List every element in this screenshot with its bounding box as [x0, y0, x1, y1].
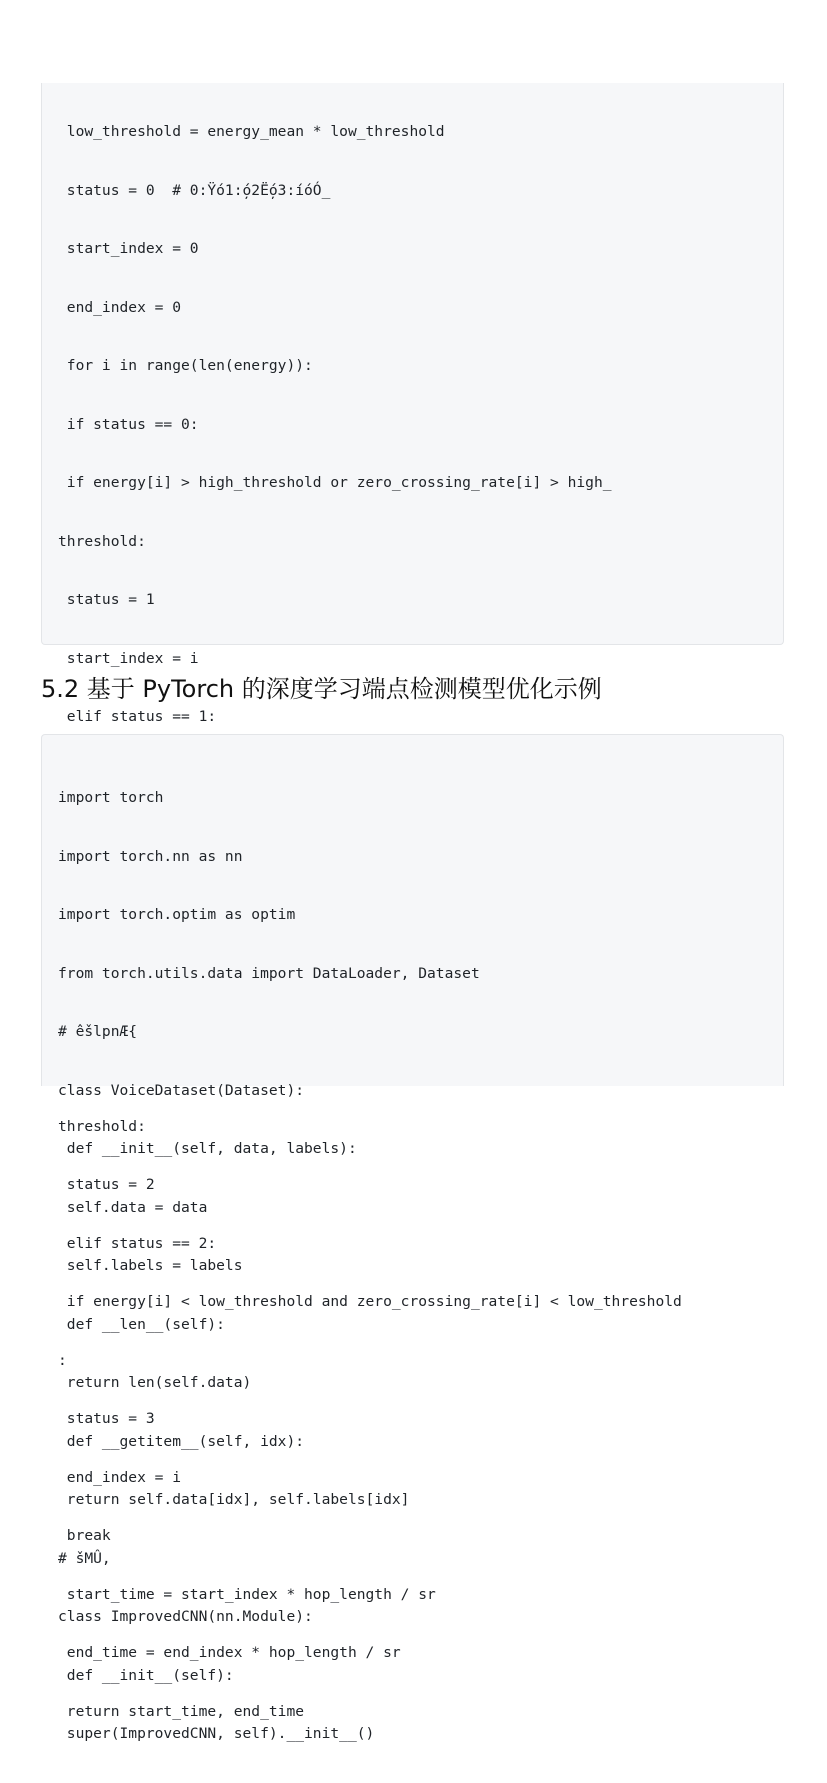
- code-lines: [58, 749, 775, 1783]
- code-line: if energy[i] > high_threshold or zero_crossing_rate[i] > high_: [58, 474, 612, 491]
- code-line: import torch.optim as optim: [58, 906, 296, 923]
- code-line: :: [58, 1351, 67, 1369]
- code-line: status = 2: [58, 1176, 155, 1193]
- code-line: start_time = start_index * hop_length / sr: [58, 1585, 436, 1603]
- code-line: self.data = data: [58, 1198, 208, 1216]
- code-line: for i in range(len(energy)):: [58, 357, 313, 374]
- code-line: status = 0 # 0:Ÿó1:ó̦2Ëó̦3:íóÓ_: [58, 181, 331, 199]
- code-line: elif status == 1:: [58, 708, 217, 725]
- code-line: break: [58, 1527, 111, 1544]
- code-line: end_time = end_index * hop_length / sr: [58, 1644, 401, 1661]
- code-line: end_index = i: [58, 1468, 182, 1486]
- code-line: if status == 0:: [58, 415, 199, 433]
- code-line: # šMÛ‚: [58, 1549, 111, 1567]
- code-line: status = 3: [58, 1410, 155, 1427]
- code-line: # êšlpnÆ{: [58, 1023, 138, 1040]
- code-line: if energy[i] < low_threshold and zero_crossing_rate[i] < low_threshold: [58, 1293, 682, 1310]
- code-line: start_index = 0: [58, 240, 199, 257]
- code-line: def __len__(self):: [58, 1315, 225, 1333]
- section-heading: 5.2 基于 PyTorch 的深度学习端点检测模型优化示例: [41, 675, 602, 703]
- code-line: return len(self.data): [58, 1374, 252, 1391]
- code-line: status = 1: [58, 591, 155, 608]
- code-line: end_index = 0: [58, 298, 182, 316]
- code-line: def __getitem__(self, idx):: [58, 1432, 305, 1450]
- code-line: threshold:: [58, 532, 146, 550]
- code-line: low_threshold = energy_mean * low_threshold: [58, 123, 445, 140]
- code-line: import torch: [58, 789, 164, 806]
- code-line: start_index = i: [58, 649, 199, 667]
- code-line: from torch.utils.data import DataLoader, Dataset: [58, 964, 480, 982]
- code-line: def __init__(self):: [58, 1666, 234, 1684]
- code-line: return self.data[idx], self.labels[idx]: [58, 1491, 410, 1508]
- code-line: threshold:: [58, 1117, 146, 1135]
- code-line: elif status == 2:: [58, 1234, 217, 1252]
- code-line: class ImprovedCNN(nn.Module):: [58, 1608, 313, 1625]
- code-line: class VoiceDataset(Dataset):: [58, 1081, 305, 1099]
- code-line: super(ImprovedCNN, self).__init__(): [58, 1725, 375, 1742]
- code-line: import torch.nn as nn: [58, 847, 243, 865]
- code-line: return start_time, end_time: [58, 1702, 305, 1720]
- code-line: self.labels = labels: [58, 1257, 243, 1274]
- code-line: def __init__(self, data, labels):: [58, 1140, 357, 1157]
